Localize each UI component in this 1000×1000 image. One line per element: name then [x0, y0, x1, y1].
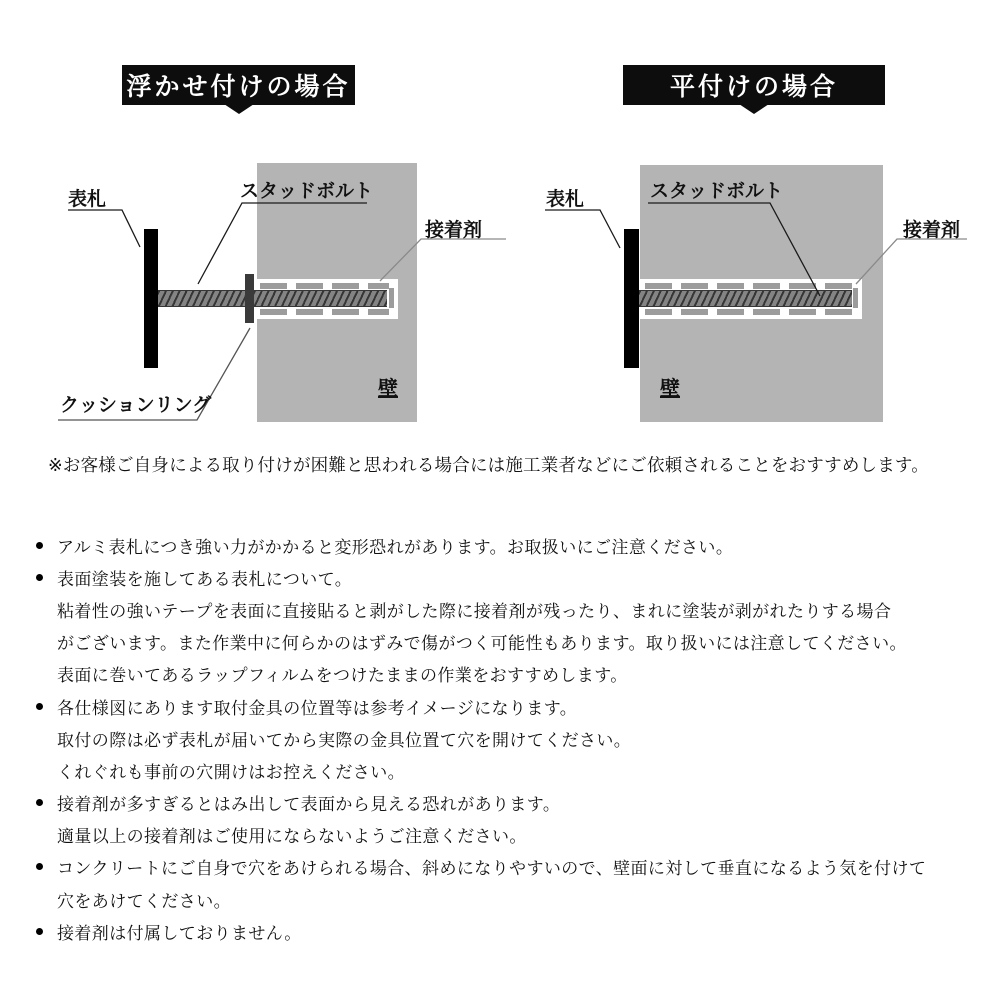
plate-label: 表札: [546, 189, 585, 210]
bullet-dot-icon: [36, 574, 43, 581]
stud-bolt-label: スタッドボルト: [240, 181, 374, 202]
list-item: [36, 529, 926, 561]
bullet-dot-icon: [36, 863, 43, 870]
precaution-text: 粘着性の強いテープを表面に直接貼ると剥がした際に接着剤が残ったり、まれに塗装が剥がれたりする場合: [57, 601, 892, 621]
list-item: [36, 819, 926, 851]
precaution-text: アルミ表札につき強い力がかかると変形恐れがあります。お取扱いにご注意ください。: [57, 537, 734, 557]
adhesive-dashes: [260, 283, 389, 289]
cushion-ring-label: クッションリング: [60, 395, 212, 416]
adhesive-dashes: [645, 283, 853, 289]
cushion-ring-shape: [245, 274, 254, 323]
adhesive-dashes: [645, 309, 853, 315]
precaution-text: 表面塗装を施してある表札について。: [57, 569, 353, 589]
list-item: [36, 754, 926, 786]
stud-bolt-shape: [158, 290, 387, 307]
wall-label: 壁: [660, 378, 680, 400]
precaution-text: 適量以上の接着剤はご使用にならないようご注意ください。: [57, 827, 527, 847]
list-item: [36, 626, 926, 658]
precautions-list: [36, 529, 926, 947]
adhesive-endcap: [389, 288, 394, 308]
header-flush-mount: [623, 65, 885, 105]
header-floating-mount: [122, 65, 355, 105]
list-item: [36, 915, 926, 947]
list-item: [36, 561, 926, 593]
nameplate-shape: [144, 229, 158, 368]
note-text: ※お客様ご自身による取り付けが困難と思われる場合には施工業者などにご依頼されることをおすすめします。: [48, 455, 929, 475]
precaution-text: コンクリートにご自身で穴をあけられる場合、斜めになりやすいので、壁面に対して垂直になるよう気を付けて: [57, 859, 927, 879]
plate-label: 表札: [68, 189, 107, 210]
adhesive-label: 接着剤: [425, 220, 483, 241]
wall-label: 壁: [378, 378, 398, 400]
pointer-down-triangle: [224, 104, 254, 114]
precaution-text: 穴をあけてください。: [57, 891, 231, 911]
list-item: [36, 883, 926, 915]
adhesive-endcap: [853, 288, 858, 308]
list-item: [36, 658, 926, 690]
list-item: [36, 593, 926, 625]
precaution-text: 接着剤が多すぎるとはみ出して表面から見える恐れがあります。: [57, 795, 561, 815]
pointer-down-triangle: [739, 104, 769, 114]
header-floating-label: 浮かせ付けの場合: [126, 73, 351, 101]
list-item: [36, 722, 926, 754]
stud-bolt-shape: [639, 290, 852, 307]
precaution-text: 接着剤は付属しておりません。: [57, 923, 302, 943]
list-item: [36, 787, 926, 819]
precaution-text: がございます。また作業中に何らかのはずみで傷がつく可能性もあります。取り扱いには注意してください。: [57, 634, 907, 654]
stud-bolt-label: スタッドボルト: [650, 181, 784, 202]
precaution-text: 表面に巻いてあるラップフィルムをつけたままの作業をおすすめします。: [57, 666, 628, 686]
bullet-dot-icon: [36, 542, 43, 549]
header-flush-label: 平付けの場合: [669, 73, 838, 101]
leader-plate-left: [68, 210, 140, 247]
list-item: [36, 851, 926, 883]
adhesive-dashes: [260, 309, 389, 315]
precaution-text: くれぐれも事前の穴開けはお控えください。: [57, 762, 405, 782]
adhesive-label: 接着剤: [903, 220, 961, 241]
leader-plate-right: [545, 210, 620, 248]
precaution-text: 各仕様図にあります取付金具の位置等は参考イメージになります。: [57, 698, 578, 718]
bullet-dot-icon: [36, 928, 43, 935]
bullet-dot-icon: [36, 799, 43, 806]
precaution-text: 取付の際は必ず表札が届いてから実際の金具位置て穴を開けてください。: [57, 730, 632, 750]
bullet-dot-icon: [36, 703, 43, 710]
list-item: [36, 690, 926, 722]
nameplate-shape: [624, 229, 639, 368]
